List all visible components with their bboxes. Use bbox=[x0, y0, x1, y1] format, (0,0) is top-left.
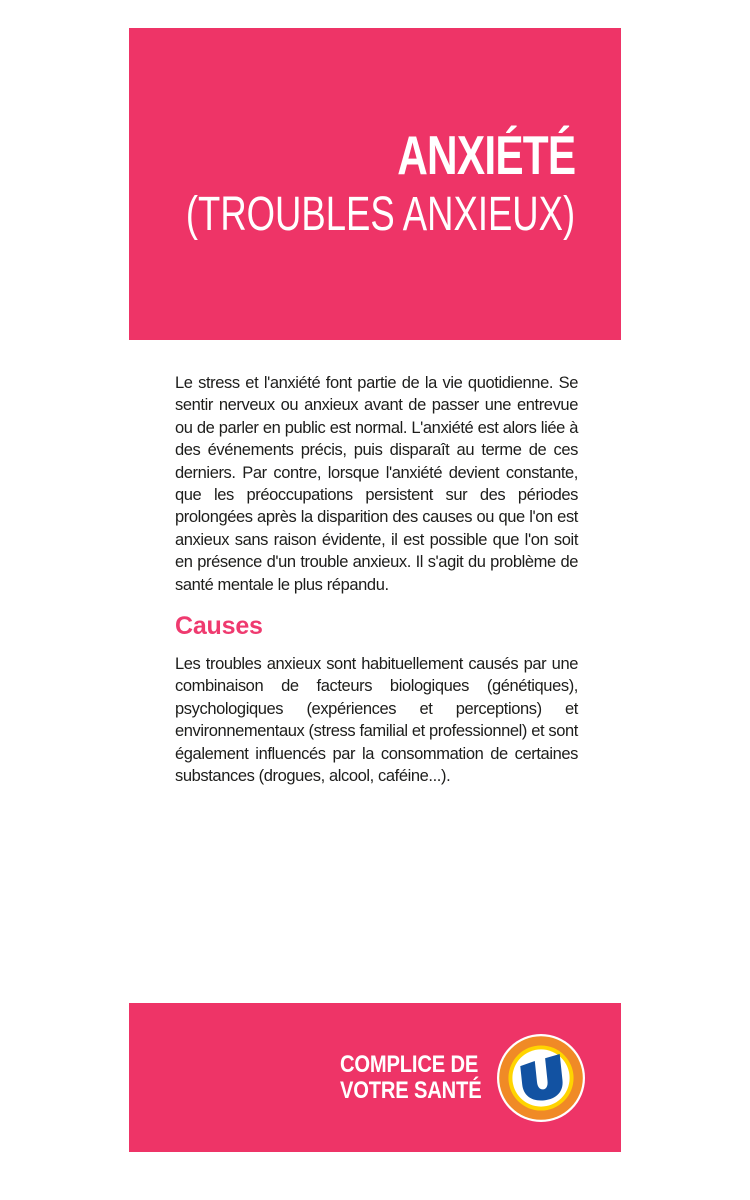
tagline-line-1: COMPLICE DE bbox=[339, 1050, 478, 1078]
footer-tagline bbox=[339, 1052, 481, 1104]
causes-heading: Causes bbox=[175, 612, 263, 641]
tagline-line-2: VOTRE SANTÉ bbox=[339, 1076, 481, 1104]
brochure-subtitle: (TROUBLES ANXIEUX) bbox=[185, 188, 575, 241]
causes-paragraph: Les troubles anxieux sont habituellement causés par une combinaison de facteurs biologiques (génétiques), psychologiques (expériences et perceptions) et environnementaux (stress familial et professionnel) et sont également influencés par la consommation de certaines substances (drogues, alcool, caféine...). bbox=[175, 655, 578, 786]
body-content bbox=[175, 372, 578, 788]
header-banner bbox=[129, 28, 621, 340]
u-brand-logo-icon bbox=[497, 1034, 585, 1122]
brochure-title: ANXIÉTÉ bbox=[396, 124, 575, 186]
footer-banner bbox=[129, 1003, 621, 1152]
intro-paragraph: Le stress et l'anxiété font partie de la vie quotidienne. Se sentir nerveux ou anxieux avant de passer une entrevue ou de parler en public est normal. L'anxiété est alors liée à des événements précis, puis disparaît au terme de ces derniers. Par contre, lorsque l'anxiété devient constante, que les préoccupations persistent sur des périodes prolongées après la disparition des causes ou que l'on est anxieux sans raison évidente, il est possible que l'on soit en présence d'un trouble anxieux. Il s'agit du problème de santé mentale le plus répandu. bbox=[175, 374, 578, 594]
